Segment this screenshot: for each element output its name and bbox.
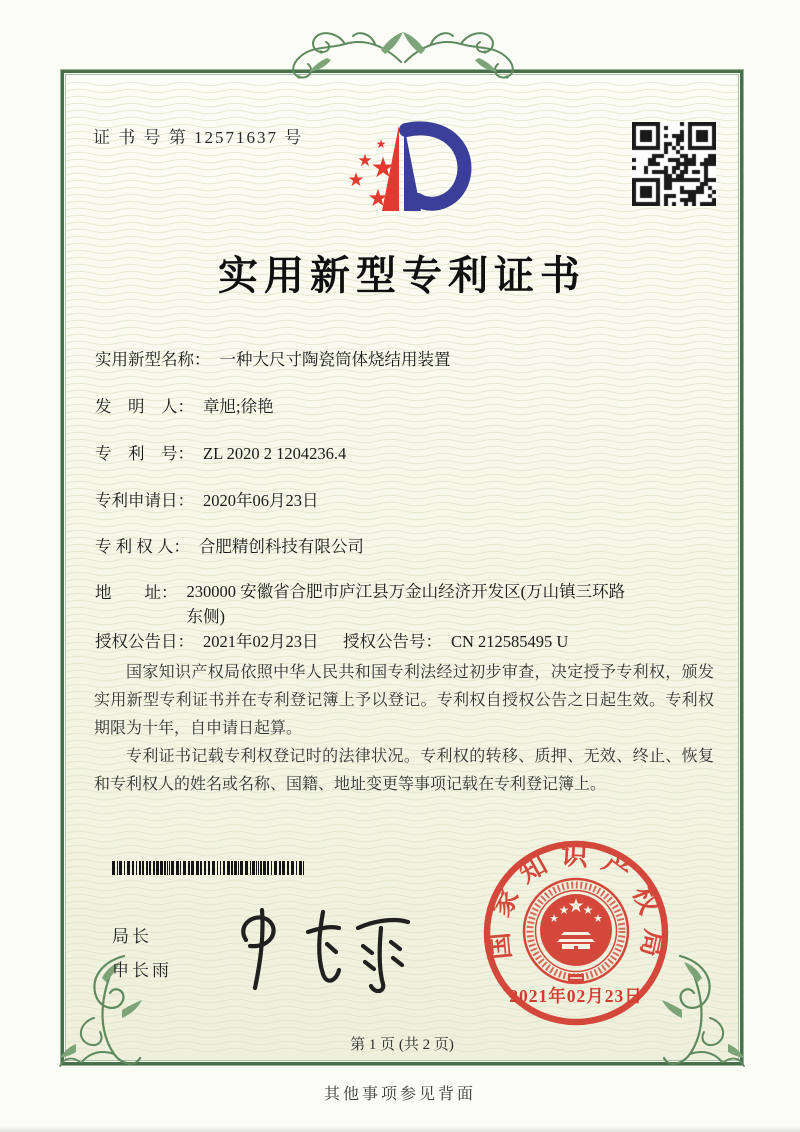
field-row-grant-date [95,628,319,652]
barcode-stripe [180,861,181,875]
barcode-stripe [153,861,155,875]
barcode-stripe [245,861,248,875]
field-label: 授权公告号： [343,632,442,651]
barcode-stripe [271,861,272,875]
barcode-stripe [223,861,225,875]
barcode-stripe [139,861,141,875]
barcode-stripe [136,861,137,875]
barcode-stripe [274,861,277,875]
barcode-stripe [160,861,163,875]
barcode-stripe [142,861,144,875]
svg-text:★: ★ [593,912,603,925]
barcode-stripe [220,861,221,875]
barcode-stripe [234,861,237,875]
svg-text:★: ★ [558,903,570,917]
barcode-stripe [291,861,294,875]
field-value: 2021年02月23日 [203,632,319,651]
barcode-stripe [176,861,179,875]
barcode-stripe [263,861,266,875]
seal-date: 2021年02月23日 [509,986,643,1006]
cnipa-logo-icon [322,106,487,238]
barcode-stripe [127,861,130,875]
qr-code [632,122,716,206]
barcode-stripe [124,861,125,875]
svg-text:★: ★ [370,151,396,184]
field-value: 230000 安徽省合肥市庐江县万金山经济开发区(万山镇三环路东侧) [186,582,626,626]
field-value: 2020年06月23日 [203,491,319,510]
barcode-stripe [200,861,202,875]
barcode [112,861,308,875]
barcode-stripe [171,861,174,875]
barcode-stripe [282,861,285,875]
barcode-stripe [167,861,168,875]
barcode-stripe [238,861,239,875]
barcode-stripe [267,861,269,875]
barcode-stripe [299,861,302,875]
barcode-stripe [188,861,190,875]
field-row-address [95,579,639,629]
field-row-grant-number [343,628,568,652]
barcode-stripe [169,861,170,875]
field-value: 合肥精创科技有限公司 [198,537,364,556]
field-label: 实用新型名称： [95,350,211,369]
svg-text:★: ★ [347,169,365,191]
field-row-name [95,346,451,370]
field-label: 专 利 权 人： [95,537,190,556]
barcode-stripe [296,861,297,875]
seal-national-emblem-icon [524,879,628,983]
field-value: 一种大尺寸陶瓷筒体烧结用装置 [219,350,451,369]
commissioner-role: 局长 [112,927,152,946]
barcode-stripe [119,861,122,875]
field-label: 发 明 人： [95,397,194,416]
barcode-stripe [146,861,148,875]
legal-paragraph-2: 专利证书记载专利权登记时的法律状况。专利权的转移、质押、无效、终止、恢复和专利权人的姓名或名称、国籍、地址变更等事项记载在专利登记簿上。 [94,748,714,793]
barcode-stripe [256,861,257,875]
barcode-stripe [212,861,215,875]
barcode-stripe [204,861,206,875]
barcode-stripe [227,861,230,875]
svg-text:★: ★ [549,912,559,925]
field-row-patentee [95,533,364,557]
barcode-stripe [183,861,186,875]
seal-agency-text: 国家知识产权局 [482,839,671,972]
field-row-filing-date [95,487,319,511]
barcode-stripe [196,861,199,875]
barcode-stripe [303,861,304,875]
field-label: 专 利 号： [95,444,194,463]
barcode-stripe [112,861,115,875]
barcode-stripe [217,861,218,875]
field-label: 授权公告日： [95,632,194,651]
field-row-inventor [95,393,274,417]
barcode-stripe [258,861,259,875]
field-value: 章旭;徐艳 [203,397,274,416]
legal-text-block [94,659,714,799]
commissioner-signature [232,898,417,993]
svg-text:★: ★ [582,903,594,917]
logo-stars [347,137,395,212]
barcode-stripe [164,861,166,875]
field-label: 专利申请日： [95,491,194,510]
barcode-stripe [279,861,281,875]
barcode-stripe [149,861,151,875]
barcode-stripe [132,861,134,875]
barcode-stripe [260,861,262,875]
barcode-stripe [252,861,255,875]
barcode-stripe [208,861,210,875]
legal-paragraph-1: 国家知识产权局依照中华人民共和国专利法经过初步审查，决定授予专利权，颁发实用新型专利证书并在专利登记簿上予以登记。专利权自授权公告之日起生效。专利权期限为十年，自申请日起算。 [94,664,714,737]
barcode-stripe [191,861,194,875]
field-label: 地 址： [95,583,178,602]
barcode-stripe [240,861,243,875]
field-row-patent-number [95,440,346,464]
barcode-stripe [287,861,289,875]
svg-text:★: ★ [357,151,373,171]
back-side-note: 其他事项参见背面 [323,1086,476,1103]
field-value: ZL 2020 2 1204236.4 [203,444,347,463]
barcode-stripe [117,861,118,875]
commissioner-name: 申长雨 [112,961,172,980]
field-value: CN 212585495 U [451,632,569,651]
certificate-title: 实用新型专利证书 [218,253,586,298]
barcode-stripe [250,861,251,875]
top-border-ornament-icon [283,26,523,88]
svg-text:★: ★ [375,137,387,151]
certificate-number: 证 书 号 第 12571637 号 [93,128,304,147]
page-number: 第 1 页 (共 2 页) [350,1037,454,1053]
svg-text:★: ★ [567,895,585,917]
barcode-stripe [231,861,233,875]
svg-text:★: ★ [367,184,389,212]
barcode-stripe [156,861,159,875]
